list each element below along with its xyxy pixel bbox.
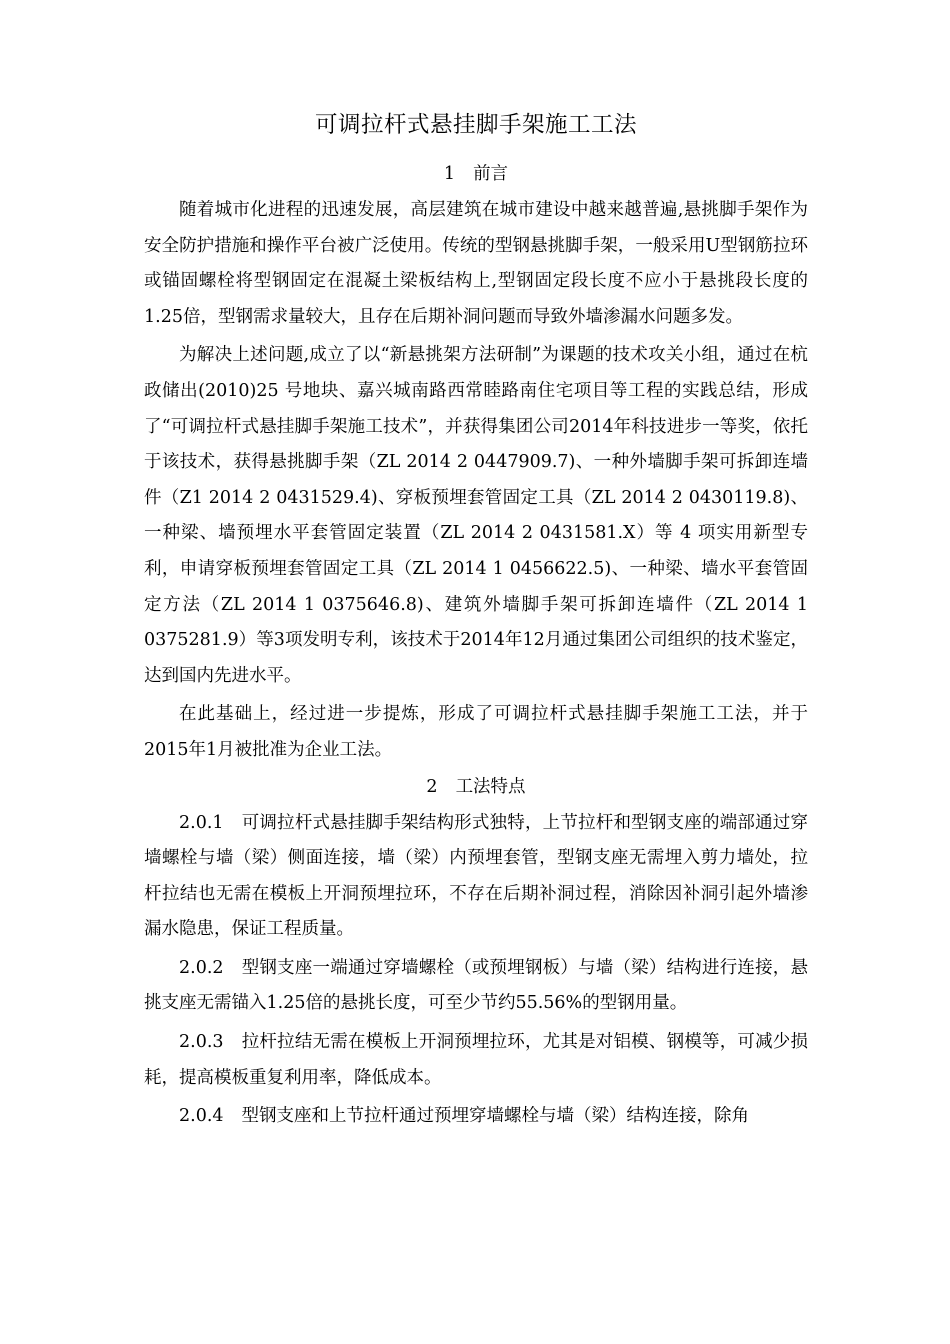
paragraph: 为解决上述问题,成立了以“新悬挑架方法研制”为课题的技术攻关小组，通过在杭政储出(2010)25 号地块、嘉兴城南路西常睦路南住宅项目等工程的实践总结，形成了“可调拉杆式悬挂脚手架施工技术”，并获得集团公司2014年科技进步一等奖，依托于该技术，获得悬挑脚手架（ZL 2014 2 0447909.7)、一种外墙脚手架可拆卸连墙件（Z1 2014 2 0431529.4)、穿板预埋套管固定工具（ZL 2014 2 0430119.8)、一种梁、墙预埋水平套管固定装置（ZL 2014 2 0431581.X）等 4 项实用新型专利，申请穿板预埋套管固定工具（ZL 2014 1 0456622.5)、一种梁、墙水平套管固定方法（ZL 2014 1 0375646.8)、建筑外墙脚手架可拆卸连墙件（ZL 2014 1 0375281.9）等3项发明专利，该技术于2014年12月通过集团公司组织的技术鉴定，达到国内先进水平。	[144, 345, 808, 686]
clause-text: 型钢支座一端通过穿墙螺栓（或预埋钢板）与墙（梁）结构进行连接，悬挑支座无需锚入1.25倍的悬挑长度，可至少节约55.56%的型钢用量。	[144, 957, 808, 1014]
section-heading-2	[144, 772, 808, 802]
section-title: 前言	[473, 164, 509, 184]
clause-paragraph	[144, 1025, 808, 1096]
clause-paragraph	[144, 1099, 808, 1135]
section-number: 1	[443, 164, 456, 184]
clause-text: 可调拉杆式悬挂脚手架结构形式独特，上节拉杆和型钢支座的端部通过穿墙螺栓与墙（梁）侧面连接，墙（梁）内预埋套管，型钢支座无需埋入剪力墙处，拉杆拉结也无需在模板上开洞预埋拉环，不存在后期补洞过程，消除因补洞引起外墙渗漏水隐患，保证工程质量。	[144, 812, 808, 940]
clause-text: 型钢支座和上节拉杆通过预埋穿墙螺栓与墙（梁）结构连接，除角	[241, 1106, 750, 1127]
clause-text: 拉杆拉结无需在模板上开洞预埋拉环，尤其是对铝模、钢模等，可减少损耗，提高模板重复利用率，降低成本。	[144, 1032, 808, 1088]
document-page	[144, 110, 808, 1138]
section-number: 2	[426, 776, 438, 797]
paragraph: 在此基础上，经过进一步提炼，形成了可调拉杆式悬挂脚手架施工工法，并于2015年1月被批准为企业工法。	[144, 704, 808, 760]
paragraph: 随着城市化进程的迅速发展，高层建筑在城市建设中越来越普遍,悬挑脚手架作为安全防护措施和操作平台被广泛使用。传统的型钢悬挑脚手架，一般采用U型钢筋拉环或锚固螺栓将型钢固定在混凝土梁板结构上,型钢固定段长度不应小于悬挑段长度的1.25倍，型钢需求量较大，且存在后期补洞问题而导致外墙渗漏水问题多发。	[144, 200, 808, 327]
clause-number: 2.0.2	[179, 957, 224, 978]
clause-paragraph	[144, 951, 808, 1022]
clause-number: 2.0.4	[179, 1106, 224, 1127]
section-heading-1	[144, 159, 808, 189]
document-title: 可调拉杆式悬挂脚手架施工工法	[314, 112, 637, 138]
clause-number: 2.0.1	[179, 812, 224, 833]
clause-number: 2.0.3	[179, 1032, 224, 1053]
clause-paragraph	[144, 806, 808, 948]
section-title: 工法特点	[455, 776, 526, 797]
